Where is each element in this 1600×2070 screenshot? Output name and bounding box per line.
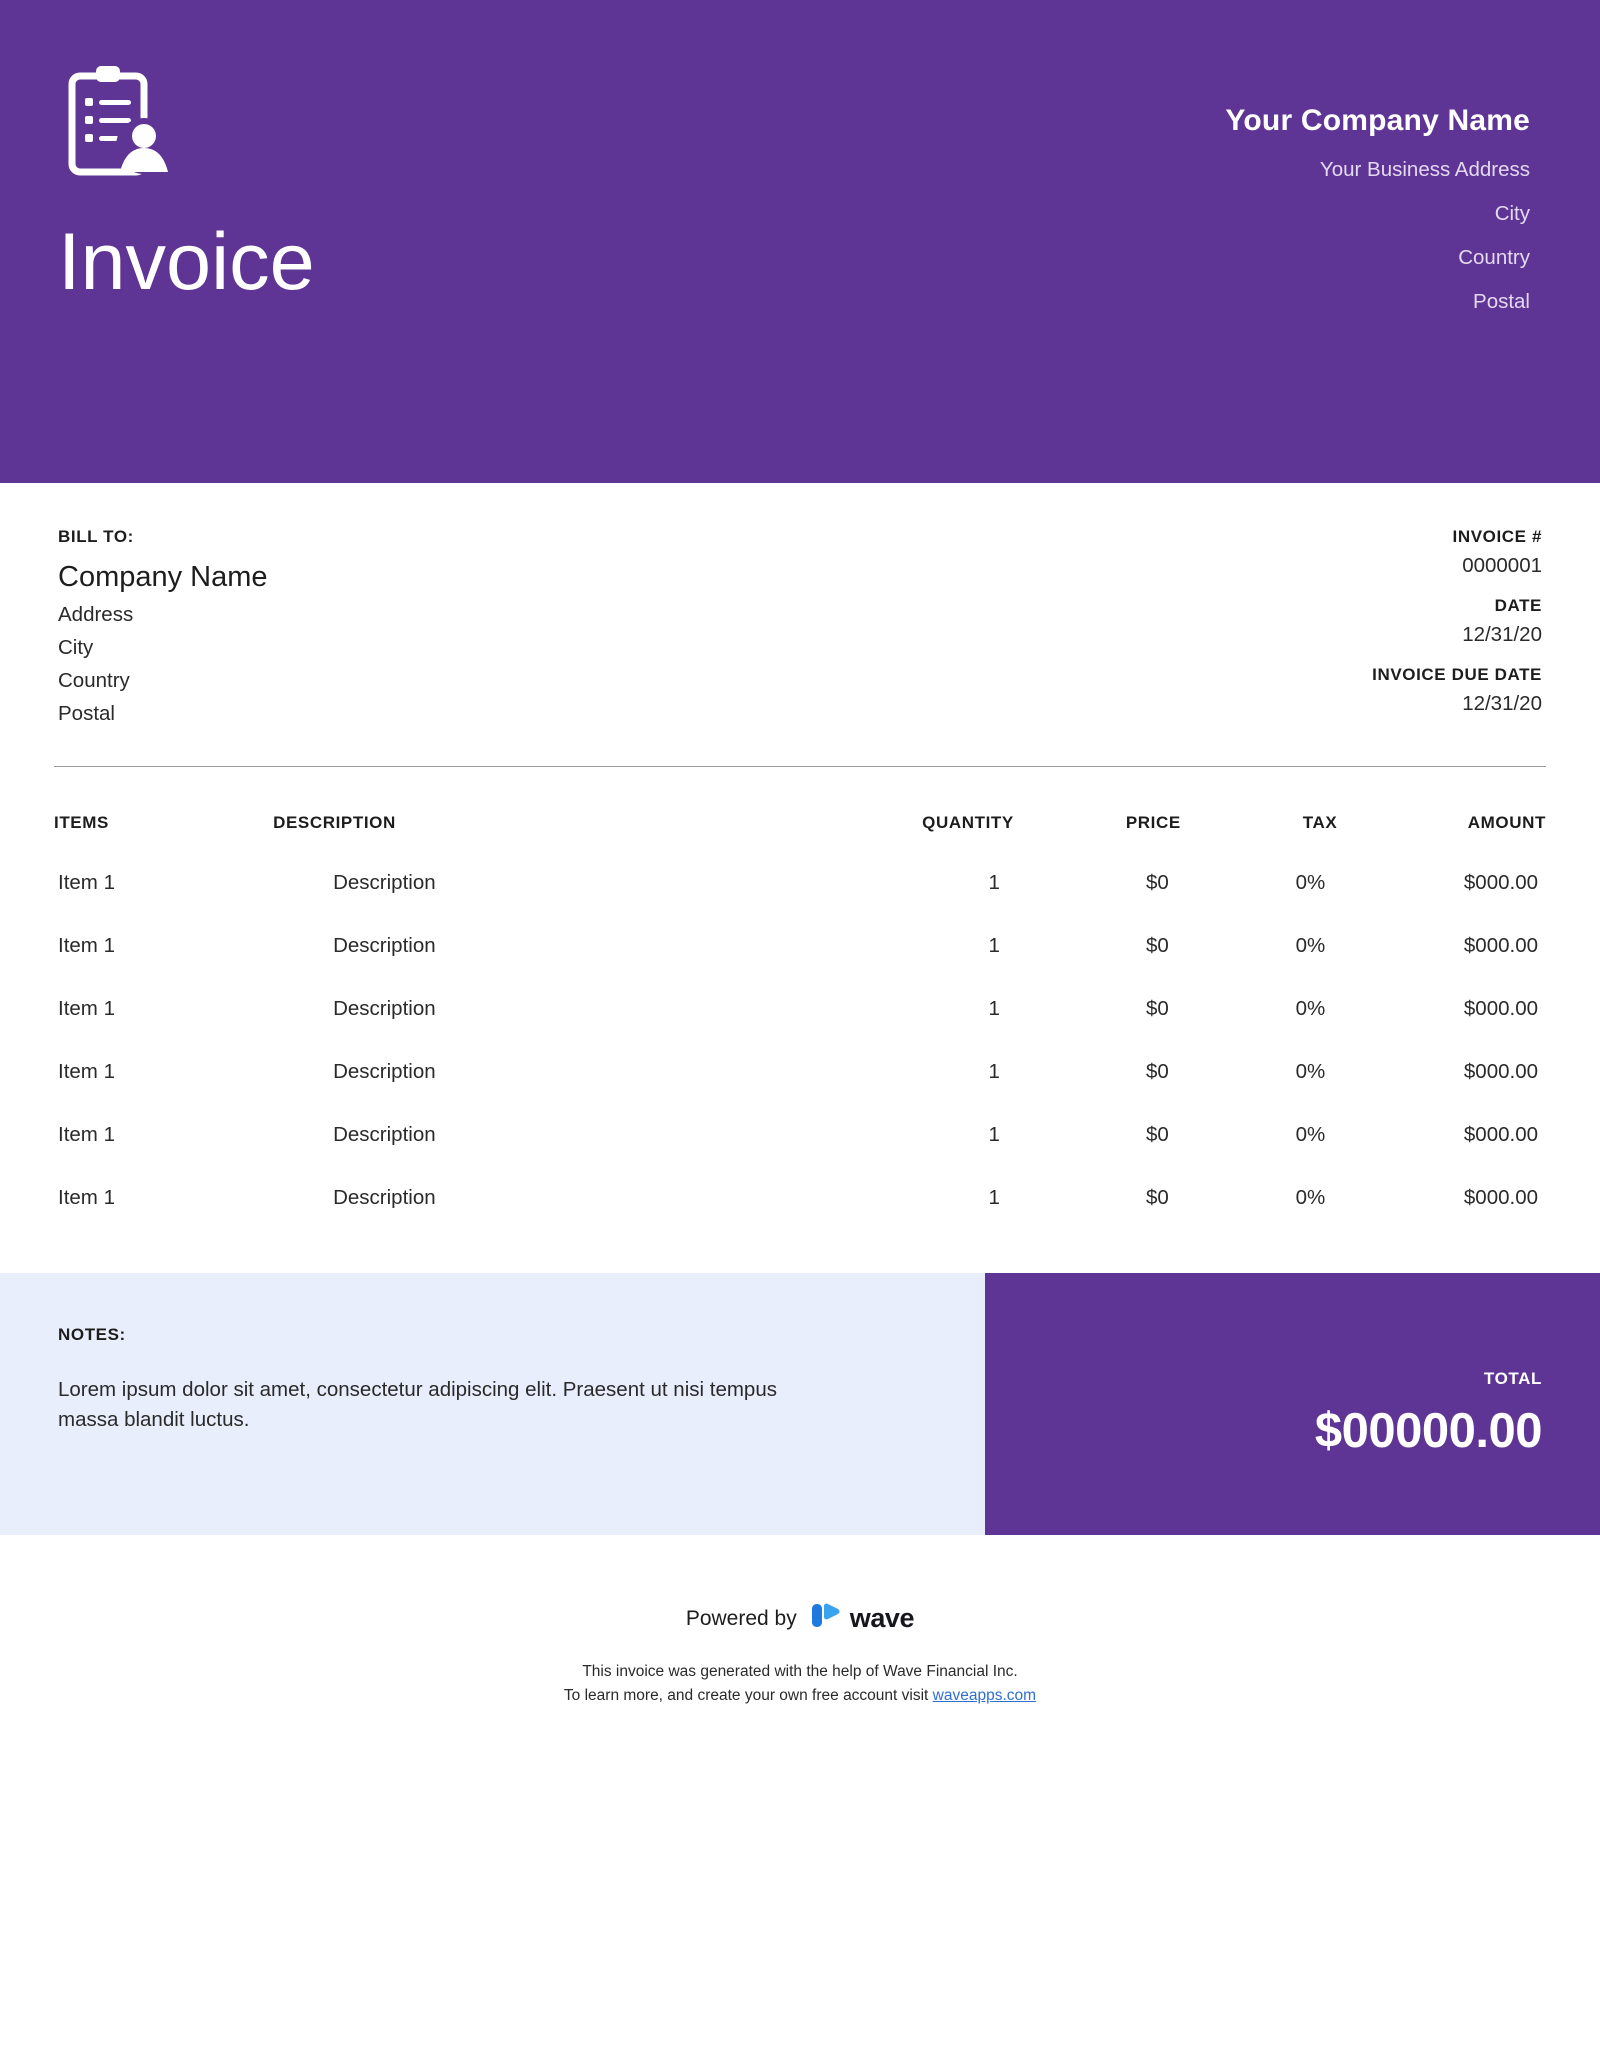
invoice-date-block bbox=[1282, 596, 1542, 647]
cell-description: Description bbox=[333, 997, 436, 1020]
notes-label: NOTES: bbox=[58, 1325, 126, 1344]
cell-quantity: 1 bbox=[988, 1060, 1000, 1083]
cell-price: $0 bbox=[1145, 871, 1169, 894]
column-header-price: PRICE bbox=[1125, 813, 1181, 832]
cell-amount: $000.00 bbox=[1463, 997, 1538, 1020]
column-header-description: DESCRIPTION bbox=[273, 813, 396, 832]
cell-quantity: 1 bbox=[988, 934, 1000, 957]
cell-item: Item 1 bbox=[58, 871, 115, 894]
cell-description: Description bbox=[333, 934, 436, 957]
cell-price: $0 bbox=[1145, 1060, 1169, 1083]
bill-to-label: BILL TO: bbox=[58, 527, 134, 546]
footer-fine-print bbox=[0, 1660, 1600, 1708]
total-block bbox=[985, 1273, 1600, 1535]
bill-to-block bbox=[58, 527, 268, 726]
cell-quantity: 1 bbox=[988, 1123, 1000, 1146]
powered-by-label: Powered by bbox=[685, 1606, 797, 1630]
invoice-footer bbox=[0, 1535, 1600, 1734]
invoice-due-date-label: INVOICE DUE DATE bbox=[1372, 665, 1542, 684]
bill-to-line: Address bbox=[58, 603, 134, 626]
cell-price: $0 bbox=[1145, 997, 1169, 1020]
wave-logo bbox=[809, 1603, 914, 1634]
cell-quantity: 1 bbox=[988, 1186, 1000, 1209]
line-items-table bbox=[54, 767, 1546, 1211]
cell-item: Item 1 bbox=[58, 934, 115, 957]
invoice-header bbox=[0, 0, 1600, 483]
billing-meta-section bbox=[0, 483, 1600, 726]
footer-line-1: This invoice was generated with the help of Wave Financial Inc. bbox=[582, 1663, 1018, 1680]
bill-to-company: Company Name bbox=[58, 561, 268, 593]
wave-wordmark: wave bbox=[849, 1603, 915, 1633]
waveapps-link[interactable]: waveapps.com bbox=[932, 1687, 1037, 1705]
company-address-line: Country bbox=[1458, 246, 1530, 269]
notes-total-section bbox=[0, 1273, 1600, 1535]
clipboard-person-icon bbox=[58, 62, 188, 202]
cell-tax: 0% bbox=[1295, 1060, 1326, 1083]
table-header-row bbox=[54, 767, 1546, 833]
invoice-meta-block bbox=[1282, 527, 1542, 726]
cell-price: $0 bbox=[1145, 1123, 1169, 1146]
header-left bbox=[58, 62, 315, 307]
cell-price: $0 bbox=[1145, 934, 1169, 957]
invoice-number-label: INVOICE # bbox=[1452, 527, 1542, 546]
table-row bbox=[54, 959, 1546, 1022]
cell-description: Description bbox=[333, 1123, 436, 1146]
column-header-tax: TAX bbox=[1302, 813, 1338, 832]
footer-line-2 bbox=[0, 1684, 1600, 1708]
cell-item: Item 1 bbox=[58, 1186, 115, 1209]
company-name: Your Company Name bbox=[1225, 104, 1530, 137]
cell-item: Item 1 bbox=[58, 1060, 115, 1083]
bill-to-line: Country bbox=[58, 669, 130, 692]
cell-description: Description bbox=[333, 1060, 436, 1083]
cell-amount: $000.00 bbox=[1463, 1186, 1538, 1209]
invoice-date-value: 12/31/20 bbox=[1462, 623, 1542, 646]
total-label: TOTAL bbox=[1483, 1369, 1542, 1388]
table-row bbox=[54, 833, 1546, 896]
total-value: $00000.00 bbox=[1314, 1404, 1542, 1458]
invoice-number-value: 0000001 bbox=[1462, 554, 1542, 577]
cell-description: Description bbox=[333, 1186, 436, 1209]
cell-description: Description bbox=[333, 871, 436, 894]
cell-price: $0 bbox=[1145, 1186, 1169, 1209]
cell-quantity: 1 bbox=[988, 997, 1000, 1020]
table-row bbox=[54, 1085, 1546, 1148]
cell-amount: $000.00 bbox=[1463, 1060, 1538, 1083]
column-header-amount: AMOUNT bbox=[1467, 813, 1546, 832]
invoice-date-label: DATE bbox=[1494, 596, 1542, 615]
company-address-line: Your Business Address bbox=[1319, 158, 1530, 181]
invoice-number-block bbox=[1282, 527, 1542, 578]
invoice-due-date-value: 12/31/20 bbox=[1462, 692, 1542, 715]
notes-text: Lorem ipsum dolor sit amet, consectetur adipiscing elit. Praesent ut nisi tempus massa blandit luctus. bbox=[58, 1378, 777, 1431]
cell-quantity: 1 bbox=[988, 871, 1000, 894]
table-row bbox=[54, 1022, 1546, 1085]
column-header-quantity: QUANTITY bbox=[922, 813, 1014, 832]
cell-amount: $000.00 bbox=[1463, 871, 1538, 894]
cell-tax: 0% bbox=[1295, 1186, 1326, 1209]
cell-amount: $000.00 bbox=[1463, 934, 1538, 957]
cell-item: Item 1 bbox=[58, 1123, 115, 1146]
powered-by-row bbox=[0, 1603, 1600, 1634]
header-company-block bbox=[1225, 62, 1530, 314]
company-address-line: Postal bbox=[1473, 290, 1530, 313]
cell-tax: 0% bbox=[1295, 871, 1326, 894]
invoice-due-date-block bbox=[1282, 665, 1542, 716]
footer-line-2-prefix: To learn more, and create your own free account visit bbox=[563, 1687, 933, 1705]
cell-amount: $000.00 bbox=[1463, 1123, 1538, 1146]
company-address-line: City bbox=[1494, 202, 1530, 225]
cell-tax: 0% bbox=[1295, 997, 1326, 1020]
bill-to-line: Postal bbox=[58, 702, 115, 725]
wave-logo-icon bbox=[809, 1603, 843, 1634]
table-row bbox=[54, 896, 1546, 959]
cell-tax: 0% bbox=[1295, 1123, 1326, 1146]
column-header-items: ITEMS bbox=[54, 813, 109, 832]
line-items-body bbox=[54, 833, 1546, 1211]
page-title: Invoice bbox=[58, 217, 315, 307]
bill-to-line: City bbox=[58, 636, 94, 659]
cell-tax: 0% bbox=[1295, 934, 1326, 957]
notes-block bbox=[0, 1273, 985, 1535]
cell-item: Item 1 bbox=[58, 997, 115, 1020]
table-row bbox=[54, 1148, 1546, 1211]
